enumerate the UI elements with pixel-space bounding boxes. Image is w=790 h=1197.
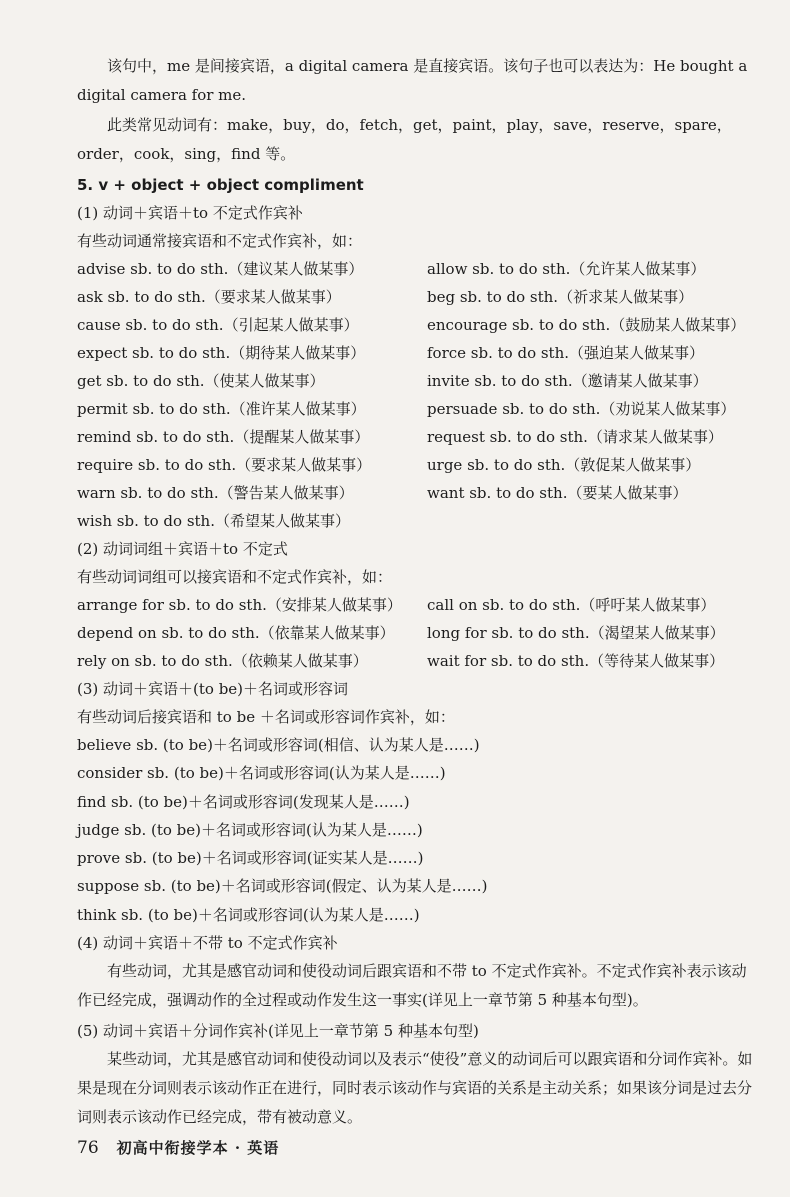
book-title: 初高中衔接学本 · 英语: [116, 1139, 280, 1157]
verb-example: cause sb. to do sth.（引起某人做某事）: [77, 316, 359, 334]
verb-phrase-example: depend on sb. to do sth.（依靠某人做某事）: [77, 624, 395, 642]
list-item: suppose sb. (to be)＋名词或形容词(假定、认为某人是……): [77, 877, 488, 896]
list-item: judge sb. (to be)＋名词或形容词(认为某人是……): [77, 820, 423, 839]
verb-example-empty: [427, 507, 758, 535]
verb-example: encourage sb. to do sth.（鼓励某人做某事）: [427, 316, 746, 334]
intro-paragraph-2: 此类常见动词有：make，buy，do，fetch，get，paint，play，save，reserve，spare，order，cook，sing，find 等。: [77, 116, 732, 163]
section-heading: 5. v + object + object compliment: [77, 176, 364, 194]
verb-phrase-example: call on sb. to do sth.（呼吁某人做某事）: [427, 596, 716, 614]
intro-paragraph-1: 该句中，me 是间接宾语，a digital camera 是直接宾语。该句子也可以表达为：He bought a digital camera for me.: [77, 57, 748, 104]
subsection-1-description: 有些动词通常接宾语和不定式作宾补，如：: [77, 232, 363, 250]
verb-list-2: [77, 591, 758, 675]
verb-phrase-example: long for sb. to do sth.（渴望某人做某事）: [427, 624, 725, 642]
verb-example: permit sb. to do sth.（准许某人做某事）: [77, 400, 366, 418]
verb-phrase-example: arrange for sb. to do sth.（安排某人做某事）: [77, 596, 402, 614]
verb-example: remind sb. to do sth.（提醒某人做某事）: [77, 428, 370, 446]
subsection-3-title: (3) 动词＋宾语＋(to be)＋名词或形容词: [77, 680, 349, 698]
verb-example: force sb. to do sth.（强迫某人做某事）: [427, 344, 705, 362]
subsection-3-description: 有些动词后接宾语和 to be ＋名词或形容词作宾补，如：: [77, 708, 455, 726]
subsection-2-title: (2) 动词词组＋宾语＋to 不定式: [77, 540, 288, 558]
verb-example: expect sb. to do sth.（期待某人做某事）: [77, 344, 366, 362]
list-item: find sb. (to be)＋名词或形容词(发现某人是……): [77, 792, 410, 811]
verb-example: ask sb. to do sth.（要求某人做某事）: [77, 288, 341, 306]
subsection-5-description: 某些动词，尤其是感官动词和使役动词以及表示“使役”意义的动词后可以跟宾语和分词作宾补。如果是现在分词则表示该动作正在进行，同时表示该动作与宾语的关系是主动关系；如果该分词是过去分词则表示该动作已经完成，带有被动意义。: [77, 1050, 753, 1127]
list-item: consider sb. (to be)＋名词或形容词(认为某人是……): [77, 764, 446, 783]
verb-phrase-example: rely on sb. to do sth.（依赖某人做某事）: [77, 652, 368, 670]
verb-example: urge sb. to do sth.（敦促某人做某事）: [427, 456, 701, 474]
verb-example: wish sb. to do sth.（希望某人做某事）: [77, 512, 350, 530]
list-item: believe sb. (to be)＋名词或形容词(相信、认为某人是……): [77, 736, 480, 754]
page-number: 76: [77, 1138, 99, 1158]
list-item: prove sb. (to be)＋名词或形容词(证实某人是……): [77, 849, 424, 868]
verb-example: persuade sb. to do sth.（劝说某人做某事）: [427, 400, 736, 418]
subsection-1-title: (1) 动词＋宾语＋to 不定式作宾补: [77, 204, 303, 222]
verb-example: allow sb. to do sth.（允许某人做某事）: [427, 260, 706, 278]
verb-example: warn sb. to do sth.（警告某人做某事）: [77, 484, 354, 502]
verb-example: beg sb. to do sth.（祈求某人做某事）: [427, 288, 694, 306]
subsection-2-description: 有些动词词组可以接宾语和不定式作宾补，如：: [77, 568, 393, 586]
verb-example: advise sb. to do sth.（建议某人做某事）: [77, 260, 364, 278]
verb-phrase-example: wait for sb. to do sth.（等待某人做某事）: [427, 652, 725, 670]
verb-example: request sb. to do sth.（请求某人做某事）: [427, 428, 723, 446]
subsection-5-title: (5) 动词＋宾语＋分词作宾补(详见上一章节第 5 种基本句型): [77, 1022, 479, 1041]
subsection-4-title: (4) 动词＋宾语＋不带 to 不定式作宾补: [77, 934, 338, 953]
verb-list-1: [77, 255, 758, 535]
verb-example: invite sb. to do sth.（邀请某人做某事）: [427, 372, 708, 390]
verb-example: want sb. to do sth.（要某人做某事）: [427, 484, 688, 502]
verb-example: get sb. to do sth.（使某人做某事）: [77, 372, 325, 390]
verb-example: require sb. to do sth.（要求某人做某事）: [77, 456, 372, 474]
subsection-4-description: 有些动词，尤其是感官动词和使役动词后跟宾语和不带 to 不定式作宾补。不定式作宾补表示该动作已经完成，强调动作的全过程或动作发生这一事实(详见上一章节第 5 种基本句型)。: [77, 962, 747, 1010]
verb-list-3: [77, 731, 758, 929]
page-footer: [77, 1137, 279, 1158]
list-item: think sb. (to be)＋名词或形容词(认为某人是……): [77, 905, 420, 924]
